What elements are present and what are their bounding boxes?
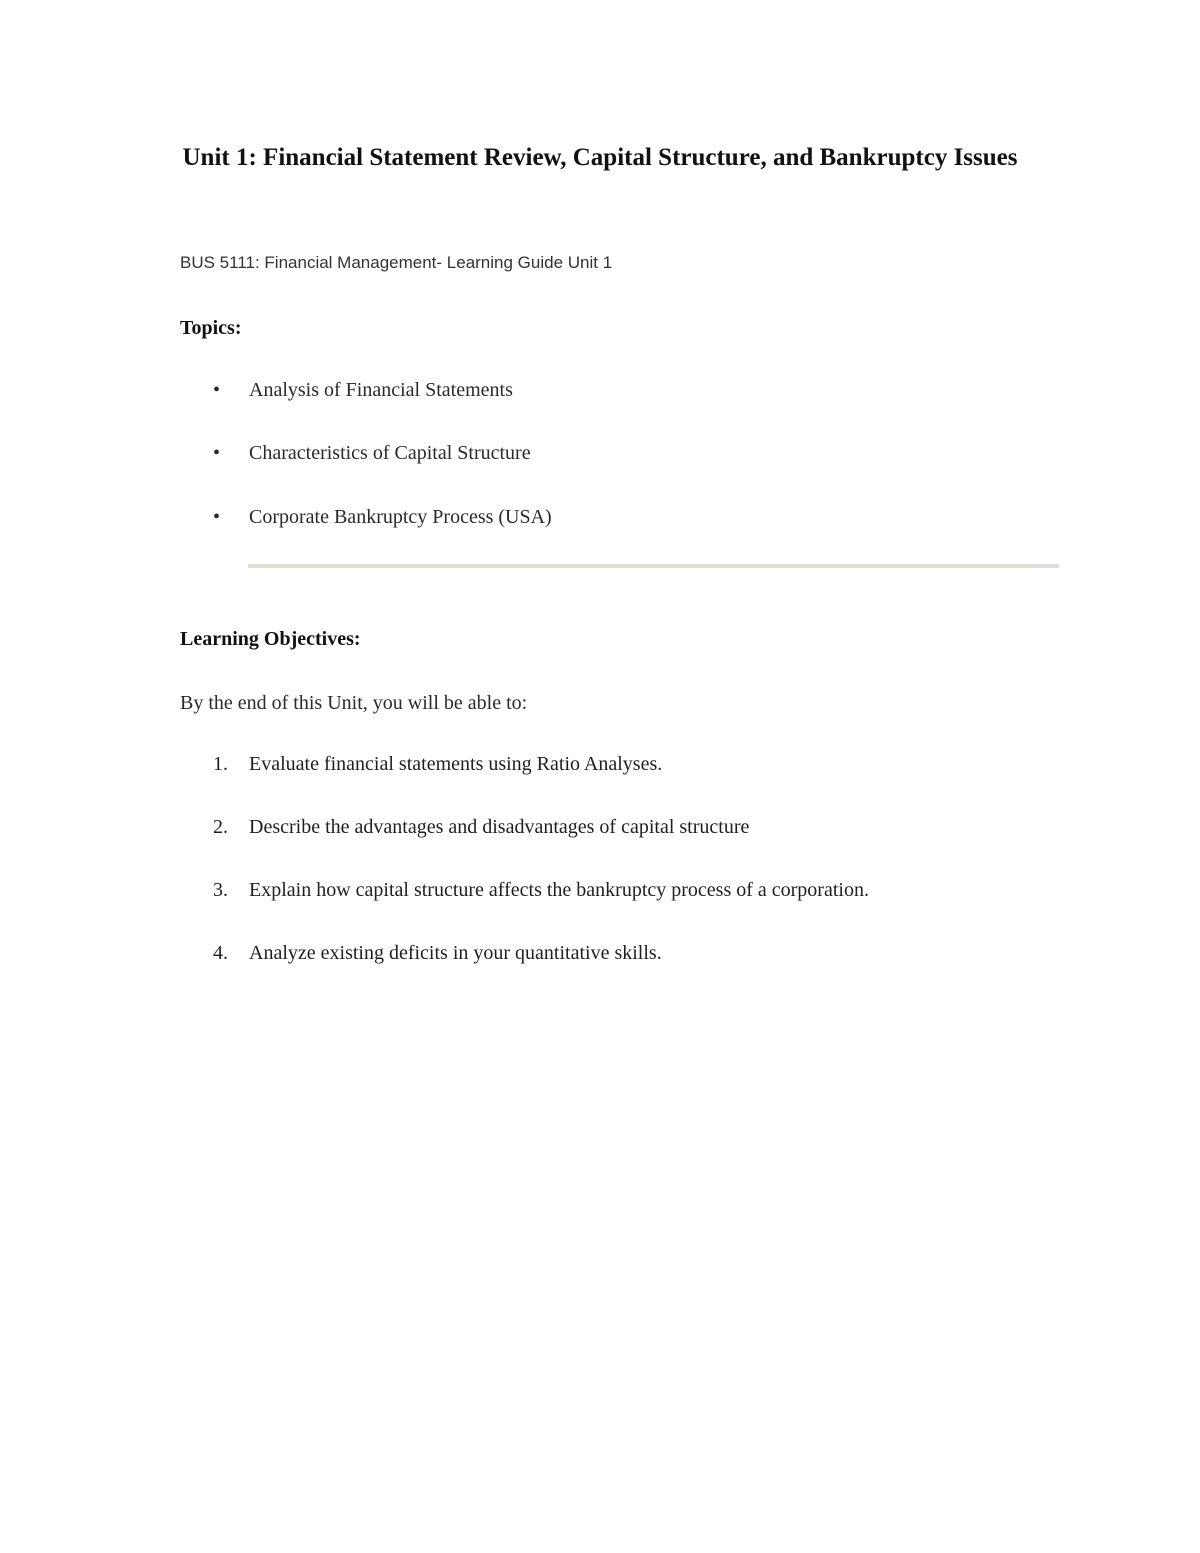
objective-text: Explain how capital structure affects the bankruptcy process of a corporation. bbox=[249, 879, 869, 901]
topic-text: Corporate Bankruptcy Process (USA) bbox=[249, 506, 552, 528]
course-header: BUS 5111: Financial Management- Learning Guide Unit 1 bbox=[180, 253, 613, 272]
objective-text: Analyze existing deficits in your quantitative skills. bbox=[249, 942, 662, 964]
section-divider bbox=[248, 564, 1059, 568]
objective-number: 2. bbox=[213, 816, 228, 838]
learning-objectives-heading: Learning Objectives: bbox=[180, 628, 361, 650]
topic-text: Characteristics of Capital Structure bbox=[249, 442, 531, 464]
topic-text: Analysis of Financial Statements bbox=[249, 379, 513, 401]
bullet-icon: • bbox=[213, 442, 221, 464]
objective-number: 4. bbox=[213, 942, 228, 964]
topics-heading: Topics: bbox=[180, 317, 242, 339]
bullet-icon: • bbox=[213, 379, 221, 401]
document-title: Unit 1: Financial Statement Review, Capital Structure, and Bankruptcy Issues bbox=[182, 144, 1018, 171]
objective-text: Evaluate financial statements using Ratio Analyses. bbox=[249, 753, 663, 775]
objective-text: Describe the advantages and disadvantages of capital structure bbox=[249, 816, 750, 838]
objective-number: 3. bbox=[213, 879, 228, 901]
objectives-intro: By the end of this Unit, you will be able to: bbox=[180, 692, 528, 714]
objective-number: 1. bbox=[213, 753, 228, 775]
bullet-icon: • bbox=[213, 506, 221, 528]
